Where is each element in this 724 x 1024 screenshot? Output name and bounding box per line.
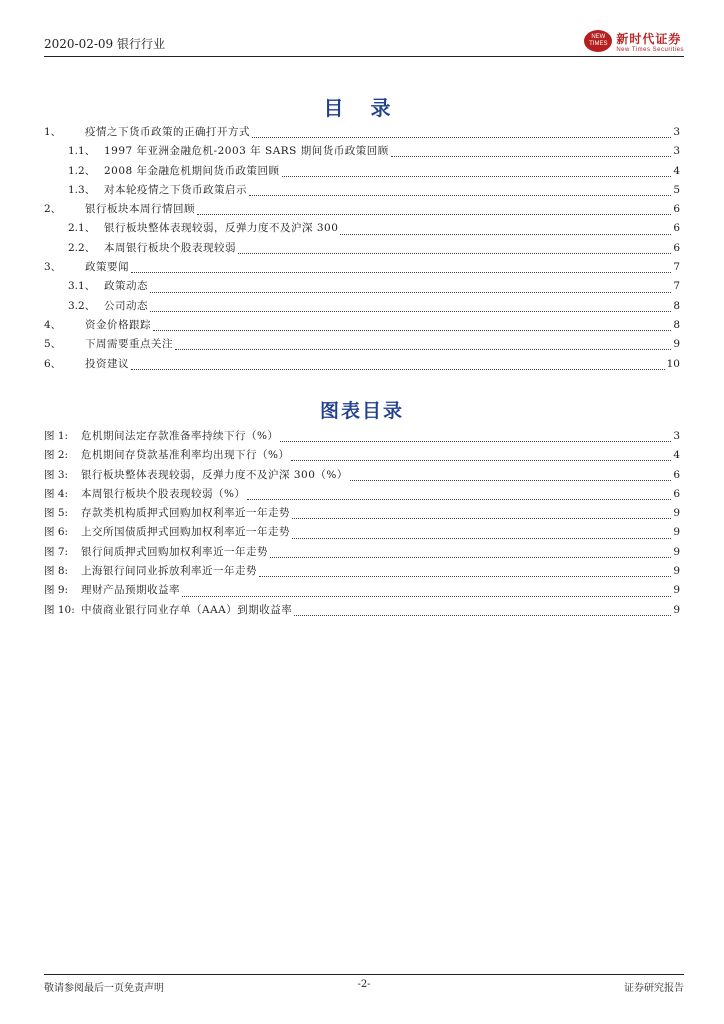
figure-entry[interactable] [44,447,680,466]
entry-page: 5 [673,183,680,196]
dot-leader [292,510,671,519]
entry-title: 银行间质押式回购加权利率近一年走势 [81,545,268,558]
entry-number: 图 3: [44,468,69,481]
figure-entry[interactable] [44,505,680,524]
entry-title: 上海银行间同业拆放利率近一年走势 [81,565,257,578]
entry-page: 9 [673,338,680,351]
toc-entry[interactable] [44,124,680,143]
toc-entry[interactable] [44,240,680,259]
figure-entry[interactable] [44,428,680,447]
page-number: -2- [357,979,371,990]
entry-number: 6、 [44,357,62,370]
figure-entry[interactable] [44,524,680,543]
entry-page: 10 [666,357,680,370]
entry-title: 危机期间法定存款准备率持续下行（%） [81,430,279,442]
toc-entry[interactable] [44,356,680,375]
entry-title: 投资建议 [85,357,129,370]
toc-entry[interactable] [44,259,680,278]
toc-entry[interactable] [44,317,680,336]
entry-page: 3 [673,145,680,158]
entry-page: 7 [673,261,680,274]
dot-leader [252,129,671,138]
dot-leader [259,568,671,577]
page-header [44,28,684,57]
entry-page: 3 [673,126,680,138]
entry-page: 6 [673,468,680,481]
entry-number: 图 7: [44,545,69,558]
figure-entry[interactable] [44,602,680,621]
toc-heading: 目 录 [323,96,401,120]
dot-leader [249,187,671,196]
dot-leader [350,472,671,481]
entry-page: 9 [673,565,680,578]
dot-leader [182,588,671,597]
figure-entry[interactable] [44,563,680,582]
entry-title: 理财产品预期收益率 [81,584,180,597]
entry-number: 3、 [44,261,62,274]
dot-leader [294,607,671,616]
entry-title: 2008 年金融危机期间货币政策回顾 [104,164,280,177]
entry-title: 疫情之下货币政策的正确打开方式 [85,126,250,138]
entry-page: 6 [673,241,680,254]
entry-title: 中债商业银行同业存单（AAA）到期收益率 [81,603,293,616]
dot-leader [153,322,671,331]
dot-leader [131,264,671,273]
dot-leader [150,284,671,293]
entry-number: 图 10: [44,603,75,616]
logo-name-cn: 新时代证券 [616,31,682,46]
entry-title: 存款类机构质押式回购加权利率近一年走势 [81,507,290,520]
entry-page: 8 [673,318,680,331]
dot-leader [197,206,671,215]
entry-number: 5、 [44,338,62,351]
entry-title: 公司动态 [104,299,148,312]
footer-report-type: 证券研究报告 [624,983,684,994]
entry-page: 4 [673,164,680,177]
entry-page: 9 [673,545,680,558]
dot-leader [270,549,671,558]
entry-page: 7 [673,280,680,293]
entry-number: 4、 [44,318,62,331]
footer-disclaimer: 敬请参阅最后一页免责声明 [44,983,164,994]
entry-title: 本周银行板块个股表现较弱（%） [81,487,246,500]
dot-leader [340,226,671,235]
dot-leader [292,530,671,539]
dot-leader [238,245,671,254]
figure-list-heading: 图表目录 [319,400,404,422]
dot-leader [247,491,671,500]
toc-entry[interactable] [44,220,680,239]
entry-number: 图 2: [44,449,69,462]
company-logo [584,26,684,56]
dot-leader [131,361,665,370]
logo-name-en: New Times Securities [616,46,684,53]
entry-title: 对本轮疫情之下货币政策启示 [104,183,247,196]
entry-number: 图 5: [44,507,69,520]
logo-mark-icon: NEW TIMES [584,30,612,52]
entry-number: 3.2、 [68,299,96,312]
entry-page: 9 [673,584,680,597]
figure-entry[interactable] [44,544,680,563]
entry-title: 银行板块整体表现较弱，反弹力度不及沪深 300 [104,222,339,235]
entry-page: 4 [673,449,680,462]
figure-entry[interactable] [44,582,680,601]
header-date-sector: 2020-02-09 银行行业 [44,37,166,51]
toc-entry[interactable] [44,182,680,201]
page-footer [44,974,684,994]
figure-entry[interactable] [44,486,680,505]
entry-number: 图 4: [44,487,69,500]
toc-entry[interactable] [44,163,680,182]
toc-entry[interactable] [44,201,680,220]
entry-title: 资金价格跟踪 [85,318,151,331]
dot-leader [150,303,671,312]
dot-leader [280,433,671,442]
figure-list [44,428,680,621]
entry-title: 下周需要重点关注 [85,338,173,351]
entry-title: 本周银行板块个股表现较弱 [104,241,236,254]
entry-title: 危机期间存贷款基准利率均出现下行（%） [81,449,290,462]
entry-page: 9 [673,603,680,616]
toc-list [44,124,680,375]
entry-number: 1.1、 [68,145,96,158]
dot-leader [175,341,671,350]
toc-entry[interactable] [44,143,680,162]
entry-number: 2.2、 [68,241,96,254]
toc-entry[interactable] [44,336,680,355]
entry-page: 8 [673,299,680,312]
entry-number: 图 6: [44,526,69,539]
entry-page: 9 [673,526,680,539]
dot-leader [391,148,672,157]
entry-title: 银行板块整体表现较弱，反弹力度不及沪深 300（%） [81,468,348,481]
entry-number: 1.2、 [68,164,96,177]
entry-page: 6 [673,222,680,235]
entry-title: 1997 年亚洲金融危机-2003 年 SARS 期间货币政策回顾 [104,145,389,158]
entry-number: 1、 [44,126,62,138]
entry-number: 图 9: [44,584,69,597]
toc-entry[interactable] [44,298,680,317]
entry-number: 图 1: [44,430,69,442]
dot-leader [291,452,671,461]
entry-number: 1.3、 [68,183,96,196]
logo-text [616,30,684,53]
entry-title: 政策要闻 [85,261,129,274]
toc-entry[interactable] [44,278,680,297]
entry-number: 图 8: [44,565,69,578]
entry-page: 9 [673,507,680,520]
entry-title: 政策动态 [104,280,148,293]
dot-leader [282,168,672,177]
entry-page: 6 [673,203,680,216]
entry-number: 3.1、 [68,280,96,293]
entry-number: 2、 [44,203,62,216]
entry-page: 6 [673,487,680,500]
entry-page: 3 [673,430,680,442]
entry-number: 2.1、 [68,222,96,235]
entry-title: 银行板块本周行情回顾 [85,203,195,216]
figure-entry[interactable] [44,467,680,486]
entry-title: 上交所国债质押式回购加权利率近一年走势 [81,526,290,539]
